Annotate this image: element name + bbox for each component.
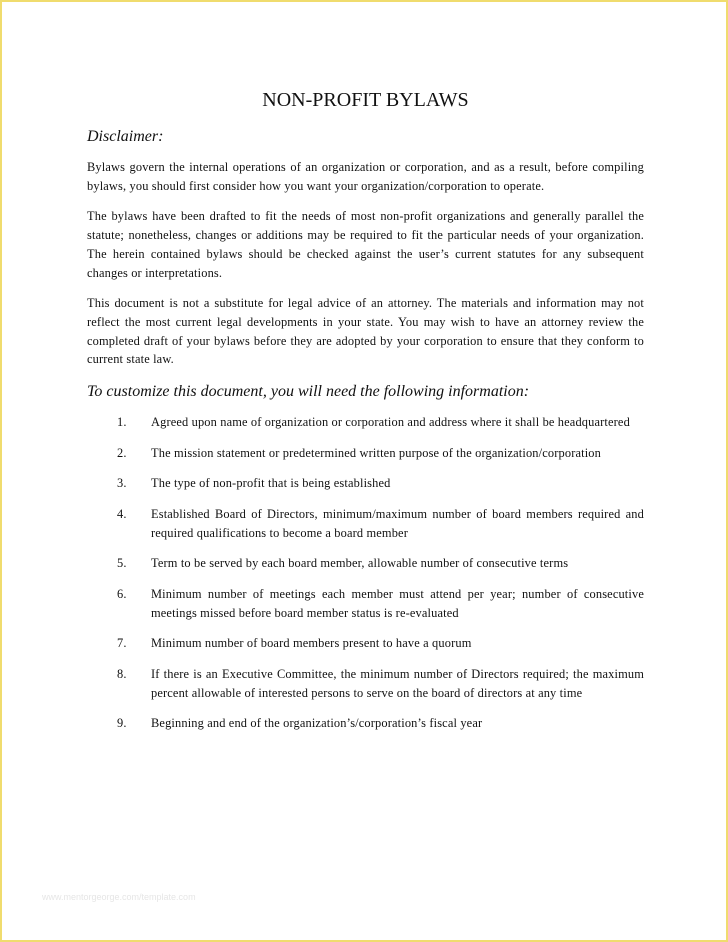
list-item bbox=[87, 554, 644, 573]
list-number-label: 9. bbox=[117, 716, 127, 731]
list-item bbox=[87, 585, 644, 623]
list-item bbox=[87, 444, 644, 463]
list-item bbox=[87, 474, 644, 493]
list-item-number bbox=[87, 634, 151, 653]
list-number-label: 3. bbox=[117, 476, 127, 491]
list-item-number bbox=[87, 413, 151, 432]
list-item bbox=[87, 505, 644, 543]
watermark-text: www.mentorgeorge.com/template.com bbox=[42, 892, 196, 902]
disclaimer-heading: Disclaimer: bbox=[87, 128, 164, 145]
list-item-text: Term to be served by each board member, allowable number of consecutive terms bbox=[151, 556, 569, 571]
list-item-number bbox=[87, 474, 151, 493]
list-number-label: 6. bbox=[117, 586, 127, 601]
list-item-text: If there is an Executive Committee, the minimum number of Directors required; the maximum percent allowable of interested persons to serve on the board of directors at any time bbox=[151, 666, 644, 700]
document-title: NON-PROFIT BYLAWS bbox=[262, 89, 469, 111]
list-item-number bbox=[87, 505, 151, 543]
disclaimer-paragraph: The bylaws have been drafted to fit the needs of most non-profit organizations and generally parallel the statute; nonetheless, changes or additions may be required to fit the particular needs of your organization. The herein contained bylaws should be checked against the user’s current statutes for any subsequent changes or interpretations. bbox=[87, 209, 644, 280]
disclaimer-paragraph: Bylaws govern the internal operations of an organization or corporation, and as a result, before compiling bylaws, you should first consider how you want your organization/corporation to operate. bbox=[87, 160, 644, 193]
list-item-number bbox=[87, 444, 151, 463]
list-item bbox=[87, 413, 644, 432]
document-content bbox=[87, 88, 644, 745]
list-item-text: The type of non-profit that is being established bbox=[151, 476, 391, 491]
disclaimer-paragraph: This document is not a substitute for legal advice of an attorney. The materials and information may not reflect the most current legal developments in your state. You may wish to have an attorney review the completed draft of your bylaws before they are adopted by your corporation to ensure that they conform to current state law. bbox=[87, 296, 644, 367]
list-item bbox=[87, 714, 644, 733]
list-item-text: Beginning and end of the organization’s/corporation’s fiscal year bbox=[151, 716, 483, 731]
requirements-list bbox=[87, 413, 644, 733]
list-item-number bbox=[87, 665, 151, 703]
list-number-label: 7. bbox=[117, 636, 127, 651]
list-item bbox=[87, 665, 644, 703]
list-item-number bbox=[87, 554, 151, 573]
list-number-label: 5. bbox=[117, 556, 127, 571]
list-item-number bbox=[87, 585, 151, 623]
list-item-text: Minimum number of board members present to have a quorum bbox=[151, 636, 472, 651]
customize-heading: To customize this document, you will need the following information: bbox=[87, 383, 530, 401]
list-item bbox=[87, 634, 644, 653]
list-item-text: Established Board of Directors, minimum/maximum number of board members required and required qualifications to become a board member bbox=[151, 506, 644, 540]
list-item-text: The mission statement or predetermined written purpose of the organization/corporation bbox=[151, 445, 602, 460]
list-number-label: 8. bbox=[117, 666, 127, 681]
list-number-label: 1. bbox=[117, 415, 127, 430]
list-number-label: 2. bbox=[117, 445, 127, 460]
list-item-text: Agreed upon name of organization or corporation and address where it shall be headquartered bbox=[151, 415, 630, 430]
list-item-text: Minimum number of meetings each member must attend per year; number of consecutive meetings missed before board member status is re-evaluated bbox=[151, 586, 644, 620]
list-item-number bbox=[87, 714, 151, 733]
list-number-label: 4. bbox=[117, 506, 127, 521]
